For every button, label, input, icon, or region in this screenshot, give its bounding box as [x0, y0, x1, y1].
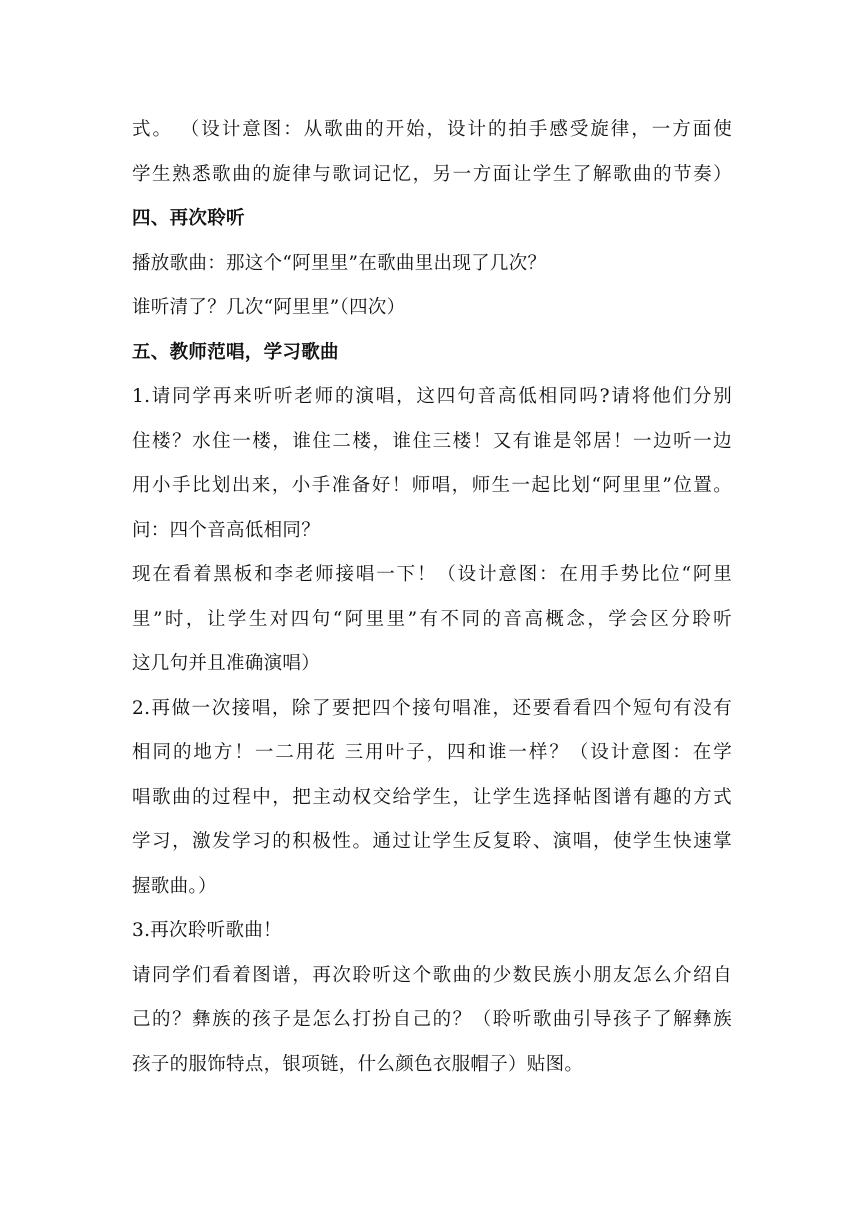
paragraph-line: 里”时，让学生对四句“阿里里”有不同的音高概念，学会区分聆听	[132, 608, 732, 630]
paragraph-line: 孩子的服饰特点，银项链，什么颜色衣服帽子）贴图。	[132, 1053, 584, 1075]
paragraph-line: 谁听清了？几次“阿里里”（四次）	[132, 297, 406, 318]
paragraph-line: 握歌曲。）	[132, 875, 217, 897]
paragraph-line: 唱歌曲的过程中，把主动权交给学生，让学生选择帖图谱有趣的方式	[132, 786, 732, 808]
paragraph-line: 学习，激发学习的积极性。通过让学生反复聆、演唱，使学生快速掌	[132, 831, 732, 852]
document-page	[132, 108, 732, 1087]
paragraph-line: 2.再做一次接唱，除了要把四个接句唱准，还要看看四个短句有没有	[132, 697, 732, 719]
paragraph-line: 问：四个音高低相同？	[132, 519, 321, 541]
paragraph-line: 现在看着黑板和李老师接唱一下！（设计意图：在用手势比位“阿里	[132, 564, 732, 585]
paragraph-line: 住楼？水住一楼，谁住二楼，谁住三楼！又有谁是邻居！一边听一边	[132, 430, 732, 452]
paragraph-line: 请同学们看着图谱，再次聆听这个歌曲的少数民族小朋友怎么介绍自	[132, 964, 732, 986]
paragraph-line: 用小手比划出来，小手准备好！师唱，师生一起比划“阿里里”位置。	[132, 475, 732, 496]
section-heading: 四、再次聆听	[132, 208, 245, 229]
section-heading: 五、教师范唱，学习歌曲	[132, 341, 339, 363]
paragraph-line: 式。 （设计意图：从歌曲的开始，设计的拍手感受旋律，一方面使	[132, 119, 732, 140]
paragraph-line: 1.请同学再来听听老师的演唱，这四句音高低相同吗?请将他们分别	[132, 386, 732, 407]
paragraph-line: 己的？彝族的孩子是怎么打扮自己的？（聆听歌曲引导孩子了解彝族	[132, 1009, 732, 1030]
paragraph-line: 3.再次聆听歌曲！	[132, 920, 282, 941]
paragraph-line: 这几句并且准确演唱）	[132, 653, 321, 674]
paragraph-line: 学生熟悉歌曲的旋律与歌词记忆，另一方面让学生了解歌曲的节奏）	[132, 163, 732, 185]
paragraph-line: 相同的地方！一二用花 三用叶子，四和谁一样？（设计意图：在学	[132, 742, 732, 763]
paragraph-line: 播放歌曲：那这个“阿里里”在歌曲里出现了几次？	[132, 252, 547, 274]
